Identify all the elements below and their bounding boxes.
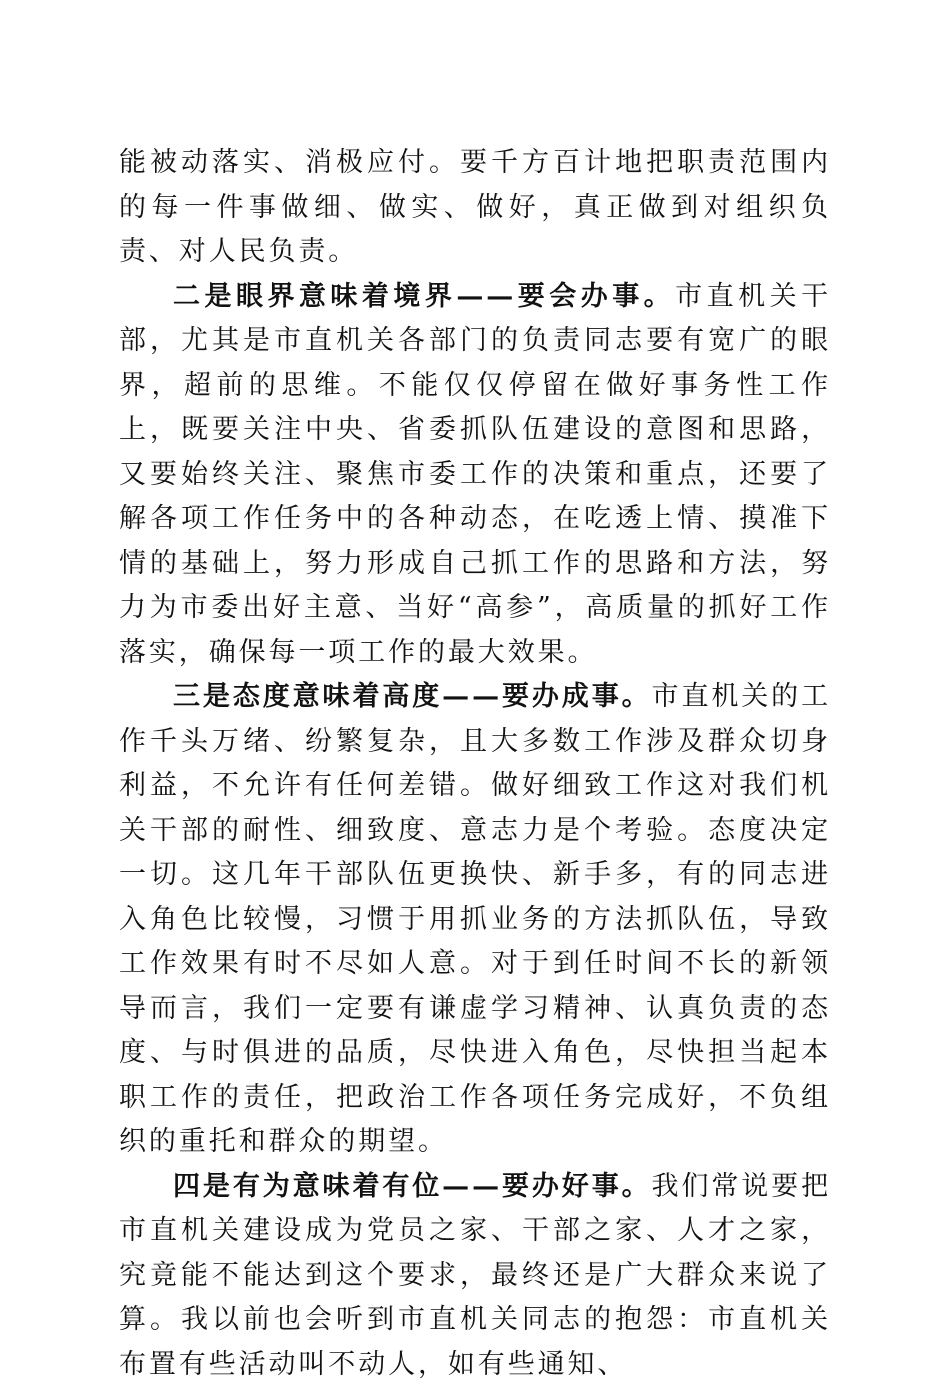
document-body <box>119 141 831 1387</box>
paragraph-text: 我们常说要把市直机关建设成为党员之家、干部之家、人才之家，究竟能不能达到这个要求，最终还是广大群众来说了算。我以前也会听到市直机关同志的抱怨：市直机关布置有些活动叫不动人，如有些通知、 <box>119 1171 831 1380</box>
paragraph-point-four <box>119 1165 831 1387</box>
paragraph-text: 能被动落实、消极应付。要千方百计地把职责范围内的每一件事做细、做实、做好，真正做到对组织负责、对人民负责。 <box>119 147 831 267</box>
paragraph-heading: 四是有为意味着有位——要办好事。 <box>173 1171 652 1202</box>
paragraph-continuation <box>119 141 831 275</box>
paragraph-point-three <box>119 675 831 1165</box>
paragraph-heading: 二是眼界意味着境界——要会办事。 <box>173 281 675 312</box>
paragraph-text: 市直机关干部，尤其是市直机关各部门的负责同志要有宽广的眼界，超前的思维。不能仅仅停留在做好事务性工作上，既要关注中央、省委抓队伍建设的意图和思路，又要始终关注、聚焦市委工作的决策和重点，还要了解各项工作任务中的各种动态，在吃透上情、摸准下情的基础上，努力形成自己抓工作的思路和方法，努力为市委出好主意、当好“高参”，高质量的抓好工作落实，确保每一项工作的最大效果。 <box>119 281 831 668</box>
paragraph-point-two <box>119 275 831 676</box>
paragraph-heading: 三是态度意味着高度——要办成事。 <box>173 681 652 712</box>
paragraph-text: 市直机关的工作千头万绪、纷繁复杂，且大多数工作涉及群众切身利益，不允许有任何差错。做好细致工作这对我们机关干部的耐性、细致度、意志力是个考验。态度决定一切。这几年干部队伍更换快、新手多，有的同志进入角色比较慢，习惯于用抓业务的方法抓队伍，导致工作效果有时不尽如人意。对于到任时间不长的新领导而言，我们一定要有谦虚学习精神、认真负责的态度、与时俱进的品质，尽快进入角色，尽快担当起本职工作的责任，把政治工作各项任务完成好，不负组织的重托和群众的期望。 <box>119 681 831 1157</box>
